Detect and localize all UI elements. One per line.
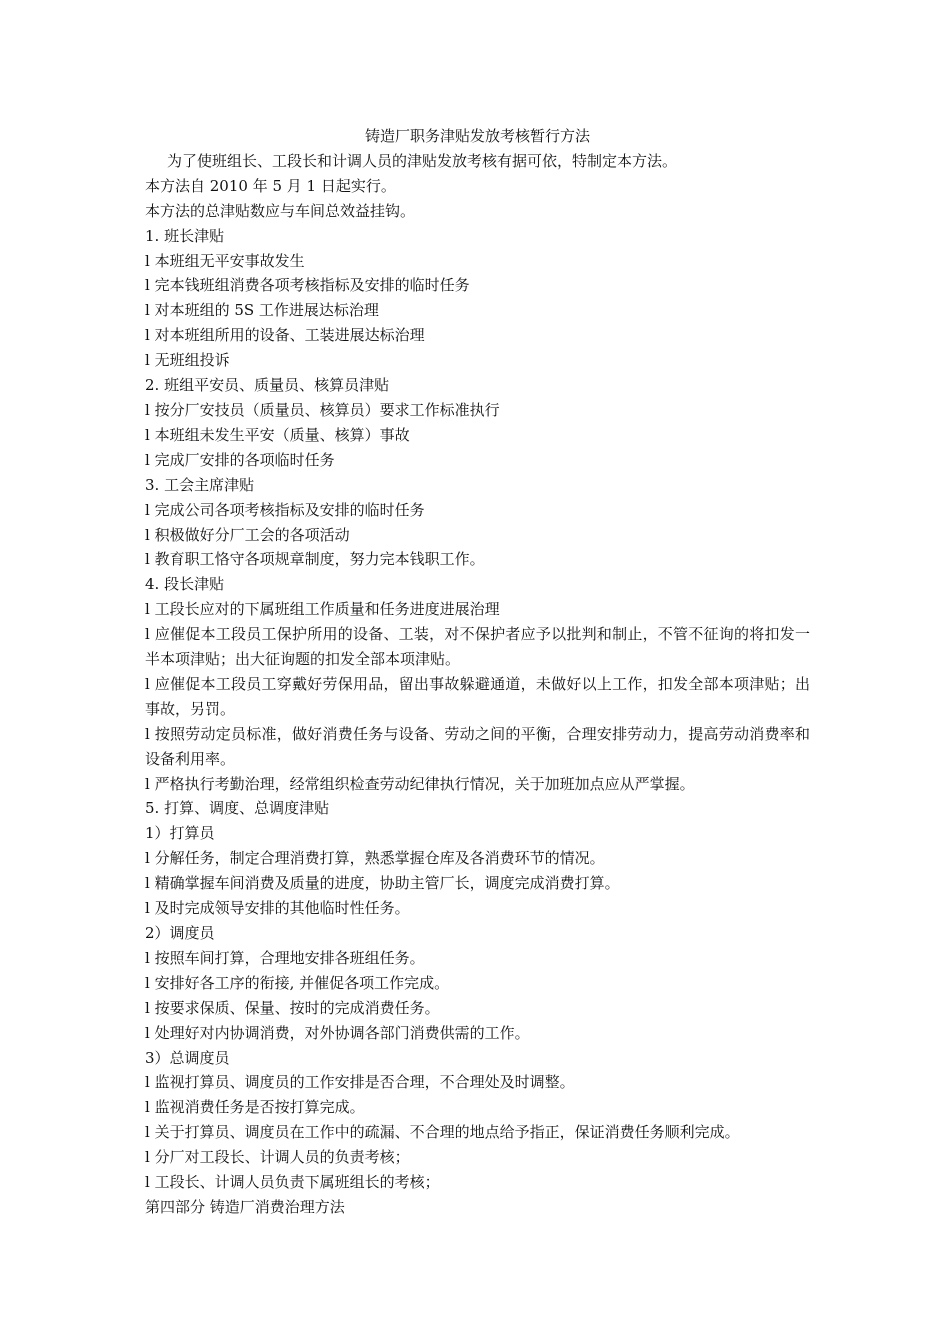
total-allowance-paragraph: 本方法的总津贴数应与车间总效益挂钩。 bbox=[145, 201, 416, 220]
list-item: l 按要求保质、保量、按时的完成消费任务。 bbox=[145, 998, 440, 1017]
list-item: l 安排好各工序的衔接, 并催促各项工作完成。 bbox=[145, 973, 450, 992]
list-item: l 无班组投诉 bbox=[145, 351, 230, 370]
list-item: l 教育职工恪守各项规章制度，努力完本钱职工作。 bbox=[145, 550, 485, 569]
section-heading-3: 3. 工会主席津贴 bbox=[145, 475, 255, 494]
list-item: l 分解任务，制定合理消费打算，熟悉掌握仓库及各消费环节的情况。 bbox=[145, 849, 605, 868]
document-title: 铸造厂职务津贴发放考核暂行方法 bbox=[364, 127, 590, 145]
subsection-heading-planner: 1）打算员 bbox=[145, 824, 215, 843]
part-heading: 第四部分 铸造厂消费治理方法 bbox=[145, 1197, 345, 1216]
subsection-heading-chief-dispatcher: 3）总调度员 bbox=[145, 1048, 230, 1067]
list-item: l 完本钱班组消费各项考核指标及安排的临时任务 bbox=[145, 276, 470, 295]
section-heading-1: 1. 班长津贴 bbox=[145, 226, 225, 245]
list-item: l 工段长、计调人员负责下属班组长的考核； bbox=[145, 1173, 440, 1192]
list-item: l 监视消费任务是否按打算完成。 bbox=[145, 1098, 365, 1117]
list-item: l 本班组未发生平安（质量、核算）事故 bbox=[145, 425, 410, 444]
list-item: l 完成厂安排的各项临时任务 bbox=[145, 450, 335, 469]
section-heading-4: 4. 段长津贴 bbox=[145, 575, 225, 594]
list-item: l 本班组无平安事故发生 bbox=[145, 251, 305, 270]
list-item: l 严格执行考勤治理，经常组织检查劳动纪律执行情况，关于加班加点应从严掌握。 bbox=[145, 774, 695, 793]
intro-paragraph: 为了使班组长、工段长和计调人员的津贴发放考核有据可依，特制定本方法。 bbox=[167, 151, 678, 170]
list-item: l 完成公司各项考核指标及安排的临时任务 bbox=[145, 500, 425, 519]
list-item: l 处理好对内协调消费，对外协调各部门消费供需的工作。 bbox=[145, 1023, 530, 1042]
list-item: l 工段长应对的下属班组工作质量和任务进度进展治理 bbox=[145, 600, 500, 619]
list-item: l 对本班组的 5S 工作进展达标治理 bbox=[145, 301, 379, 320]
list-item: l 关于打算员、调度员在工作中的疏漏、不合理的地点给予指正，保证消费任务顺利完成。 bbox=[145, 1123, 740, 1142]
list-item: l 对本班组所用的设备、工装进展达标治理 bbox=[145, 326, 425, 345]
list-item: l 监视打算员、调度员的工作安排是否合理，不合理处及时调整。 bbox=[145, 1073, 575, 1092]
list-item: l 积极做好分厂工会的各项活动 bbox=[145, 525, 350, 544]
section-heading-5: 5. 打算、调度、总调度津贴 bbox=[145, 799, 330, 818]
list-item: l 应催促本工段员工保护所用的设备、工装，对不保护者应予以批判和制止，不管不征询的将扣发一半本项津贴；出大征询题的扣发全部本项津贴。 bbox=[145, 625, 810, 669]
effective-date-paragraph: 本方法自 2010 年 5 月 1 日起实行。 bbox=[145, 176, 396, 195]
list-item: l 分厂对工段长、计调人员的负责考核； bbox=[145, 1148, 410, 1167]
list-item: l 按照车间打算，合理地安排各班组任务。 bbox=[145, 948, 425, 967]
list-item: l 按照劳动定员标准，做好消费任务与设备、劳动之间的平衡，合理安排劳动力，提高劳动消费率和设备利用率。 bbox=[145, 724, 810, 768]
subsection-heading-dispatcher: 2）调度员 bbox=[145, 924, 215, 942]
list-item: l 应催促本工段员工穿戴好劳保用品，留出事故躲避通道，未做好以上工作，扣发全部本项津贴；出事故，另罚。 bbox=[145, 674, 810, 718]
section-heading-2: 2. 班组平安员、质量员、核算员津贴 bbox=[145, 376, 390, 395]
list-item: l 精确掌握车间消费及质量的进度，协助主管厂长，调度完成消费打算。 bbox=[145, 874, 620, 893]
document-page bbox=[145, 124, 810, 1220]
list-item: l 按分厂安技员（质量员、核算员）要求工作标准执行 bbox=[145, 400, 500, 419]
list-item: l 及时完成领导安排的其他临时性任务。 bbox=[145, 899, 410, 918]
